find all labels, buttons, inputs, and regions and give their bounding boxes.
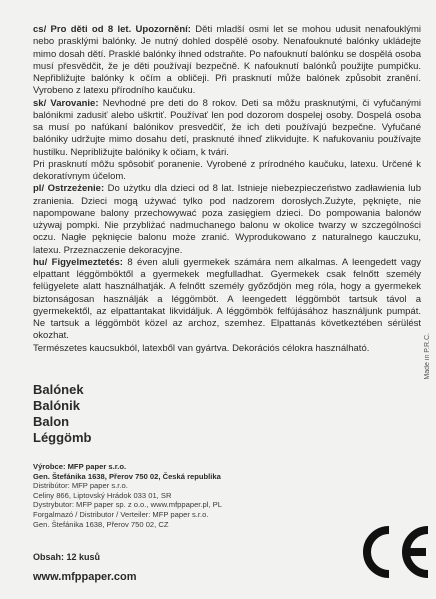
warning-pl	[33, 183, 421, 257]
product-name-pl: Balon	[33, 414, 70, 429]
warning-body: 8 éven aluli gyermekek számára nem alkalmas. A leengedett vagy elpattant léggömböktől a gyermekek megfulladhat. Gyermekek csak felnőtt személy felügyelete alatt használhatják. A felnőtt személy győződjön meg róla, hogy a gyermekek biztonságosan használják a léggömböt. A leengedett léggömböt tartsuk távol a gyermekektől, az elpattantakat likvidáljuk. A léggömbök felfújásához használjunk pumpát. Ne tartsuk a léggömböt közel az archoz, szemhez. Elpattanás következtében sérülést okozhat.	[33, 256, 421, 342]
warning-sk-continued	[33, 159, 421, 184]
imprint-line: Gen. Štefánika 1638, Přerov 750 02, CZ	[33, 519, 169, 529]
imprint-line: Celiny 866, Liptovský Hrádok 033 01, SR	[33, 490, 172, 500]
imprint-line: Dystrybutor: MFP paper sp. z o.o., www.mfppaper.pl, PL	[33, 500, 222, 510]
warning-sk	[33, 98, 421, 159]
product-name-hu: Léggömb	[33, 430, 92, 445]
warning-text-block	[33, 24, 421, 355]
product-name-sk: Balónik	[33, 398, 80, 413]
ce-mark-icon	[356, 524, 432, 580]
package-quantity: Obsah: 12 kusů	[33, 552, 101, 562]
ce-letter-e-bar-icon	[408, 548, 426, 556]
product-name-cs: Balónek	[33, 382, 84, 397]
ce-letter-c-icon	[367, 530, 389, 574]
website-link[interactable]: www.mfppaper.com	[33, 571, 137, 583]
warning-hu	[33, 257, 421, 343]
warning-body: Pri prasknutí môžu spôsobiť poranenie. Vyrobené z prírodného kaučuku, latexu. Určené k dekoratívnym účelom.	[33, 158, 421, 182]
warning-hu-continued	[33, 343, 421, 355]
warning-label: sk/ Varovanie:	[33, 97, 99, 109]
warning-cs	[33, 24, 421, 98]
imprint-line: Gen. Štefánika 1638, Přerov 750 02, Česká republika	[33, 471, 221, 481]
made-in-label: Made in P.R.C.	[424, 333, 431, 380]
warning-label: pl/ Ostrzeżenie:	[33, 183, 105, 195]
warning-body: Természetes kaucsukból, latexből van gyártva. Dekorációs célokra használható.	[33, 342, 370, 354]
product-names	[33, 382, 92, 446]
warning-body: Do użytku dla dzieci od 8 lat. Istnieje niebezpieczeństwo zadławienia lub zranienia. Dzieci mogą używać tylko pod nadzorem dorosłych.Zużyte, pęknięte, nie napompowane balony przechowywać poza zasięgiem dzieci. Do pompowania balonów używaj pompki. Nie przybliżać nadmuchanego balonu w okolice twarzy w szczególności oczu. Nagłe pęknięcie balonu może zranić. Wyprodukowano z naturalnego kauczuku, latexu. Przeznaczenie dekoracyjne.	[33, 183, 421, 256]
warning-body: Děti mladší osmi let se mohou udusit nenafouklými nebo prasklými balónky. Je nutný dohled dospělé osoby. Nenafouknuté balónky ukládejte mimo dosah dětí. Prasklé balónky ihned odstraňte. Po nafouknutí balónku se dospělá osoba musí přesvědčit, že je děti používají bezpečně. K nafouknutí balónků použijte pumpičku. Nepřibližujte balónky k očím a obličeji. Při prasknutí může balónek způsobit zranění. Vyrobeno z latexu přírodního kaučuku.	[33, 24, 421, 97]
imprint-line: Distribútor: MFP paper s.r.o.	[33, 481, 128, 491]
warning-label: cs/ Pro děti od 8 let. Upozornění:	[33, 24, 191, 35]
imprint-line: Výrobce: MFP paper s.r.o.	[33, 462, 127, 471]
manufacturer-imprint	[33, 462, 333, 529]
warning-body: Nevhodné pre deti do 8 rokov. Deti sa môžu prasknutými, či vyfučanými balónikmi zadusiť alebo uškrtiť. Používať len pod dozorom dospelej osoby. Dospelá osoba sa musí po nafúkaní balónikov presvedčiť, že ich deti používajú bezpečne. Vyfučané balóniky udržujte mimo dosahu detí, prasknuté ihneď zlikvidujte. K nafukovaniu používajte hustilku. Nepribližujte balóniky k očiam, k tvári.	[33, 97, 421, 158]
warning-label: hu/ Figyelmeztetés:	[33, 256, 123, 268]
imprint-line: Forgalmazó / Distributor / Verteiler: MFP paper s.r.o.	[33, 509, 209, 519]
